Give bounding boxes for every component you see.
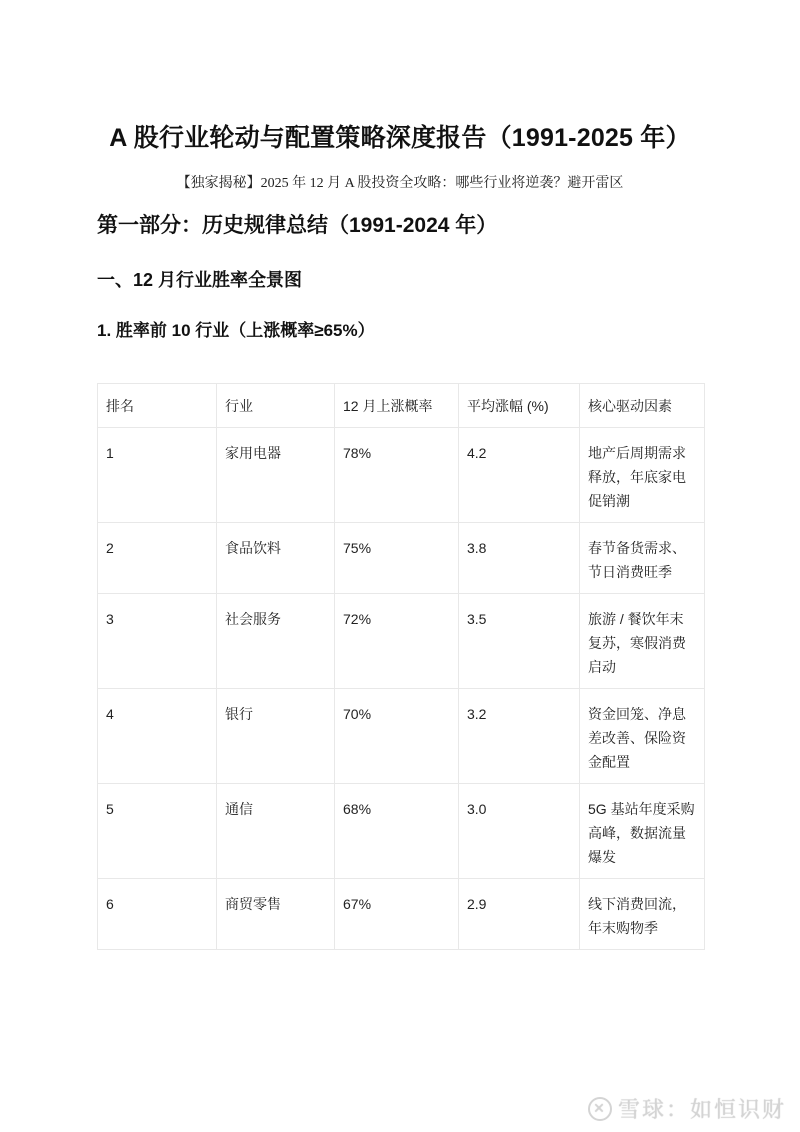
- cell-drivers: 5G 基站年度采购高峰，数据流量爆发: [580, 784, 705, 879]
- cell-industry: 银行: [217, 689, 335, 784]
- table-row: [98, 428, 705, 523]
- cell-avg-gain: 3.2: [459, 689, 580, 784]
- header-probability: 12 月上涨概率: [335, 384, 459, 428]
- xueqiu-logo-icon: ✕: [588, 1097, 612, 1121]
- cell-probability: 72%: [335, 594, 459, 689]
- table-heading: 1. 胜率前 10 行业（上涨概率≥65%）: [97, 321, 375, 340]
- cell-probability: 75%: [335, 523, 459, 594]
- watermark-text: 雪球：如恒识财: [617, 1097, 786, 1122]
- cell-drivers: 春节备货需求、节日消费旺季: [580, 523, 705, 594]
- cell-drivers: 旅游 / 餐饮年末复苏，寒假消费启动: [580, 594, 705, 689]
- cell-probability: 68%: [335, 784, 459, 879]
- industry-win-rate-table: [97, 383, 705, 950]
- cell-probability: 70%: [335, 689, 459, 784]
- table-row: [98, 784, 705, 879]
- table-row: [98, 523, 705, 594]
- cell-drivers: 地产后周期需求释放，年底家电促销潮: [580, 428, 705, 523]
- document-subtitle: 【独家揭秘】2025 年 12 月 A 股投资全攻略：哪些行业将逆袭？避开雷区: [176, 176, 624, 191]
- header-industry: 行业: [217, 384, 335, 428]
- watermark: [588, 1093, 786, 1124]
- cell-industry: 通信: [217, 784, 335, 879]
- table-row: [98, 879, 705, 950]
- cell-rank: 1: [98, 428, 217, 523]
- cell-avg-gain: 3.0: [459, 784, 580, 879]
- cell-probability: 67%: [335, 879, 459, 950]
- cell-rank: 5: [98, 784, 217, 879]
- cell-rank: 6: [98, 879, 217, 950]
- cell-industry: 家用电器: [217, 428, 335, 523]
- document-title: A 股行业轮动与配置策略深度报告（1991-2025 年）: [109, 124, 691, 152]
- header-rank: 排名: [98, 384, 217, 428]
- header-avg-gain: 平均涨幅 (%): [459, 384, 580, 428]
- header-drivers: 核心驱动因素: [580, 384, 705, 428]
- cell-avg-gain: 4.2: [459, 428, 580, 523]
- cell-rank: 3: [98, 594, 217, 689]
- section-heading: 第一部分：历史规律总结（1991-2024 年）: [97, 214, 498, 237]
- cell-avg-gain: 2.9: [459, 879, 580, 950]
- cell-rank: 2: [98, 523, 217, 594]
- cell-avg-gain: 3.5: [459, 594, 580, 689]
- cell-industry: 社会服务: [217, 594, 335, 689]
- cell-industry: 商贸零售: [217, 879, 335, 950]
- cell-drivers: 线下消费回流，年末购物季: [580, 879, 705, 950]
- subsection-heading: 一、12 月行业胜率全景图: [97, 270, 303, 290]
- table-header-row: [98, 384, 705, 428]
- cell-rank: 4: [98, 689, 217, 784]
- cell-drivers: 资金回笼、净息差改善、保险资金配置: [580, 689, 705, 784]
- cell-avg-gain: 3.8: [459, 523, 580, 594]
- table-row: [98, 594, 705, 689]
- table-row: [98, 689, 705, 784]
- cell-industry: 食品饮料: [217, 523, 335, 594]
- cell-probability: 78%: [335, 428, 459, 523]
